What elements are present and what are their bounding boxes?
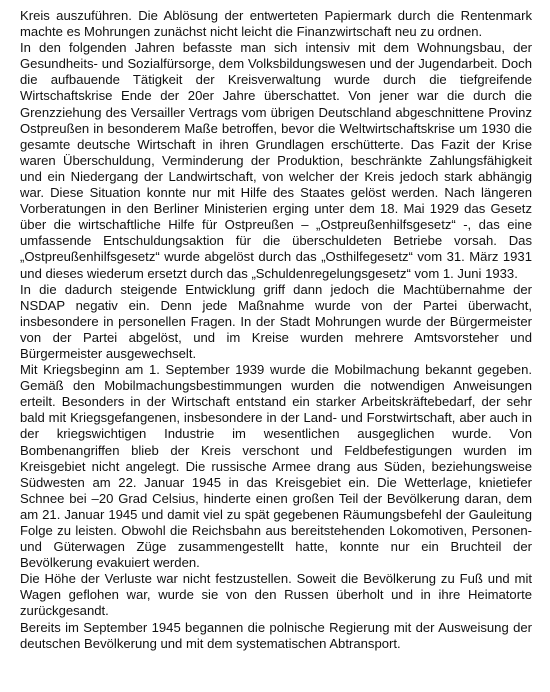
document-page — [20, 8, 532, 652]
paragraph-rentenmark: Kreis auszuführen. Die Ablösung der entwerteten Papiermark durch die Rentenmark machte es Mohrungen zunächst nicht leicht die Finanzwirtschaft neu zu ordnen. — [20, 8, 532, 40]
paragraph-ausweisung: Bereits im September 1945 begannen die polnische Regierung mit der Ausweisung der deutschen Bevölkerung und mit dem systematischen Abtransport. — [20, 619, 532, 651]
paragraph-kriegsbeginn: Mit Kriegsbeginn am 1. September 1939 wurde die Mobilmachung bekannt gegeben. Gemäß den Mobilmachungsbestimmungen wurden die notwendigen Anweisungen erteilt. Besonders in der Wirtschaft entstand ein starker Arbeitskräftebedarf, der sehr bald mit Kriegsgefangenen, insbesondere in der Land- und Forstwirtschaft, aber auch in der kriegswichtigen Industrie im wesentlichen ausgeglichen wurde. Von Bombenangriffen blieb der Kreis verschont und Feldbefestigungen wurden im Kreisgebiet nicht angelegt. Die russische Armee drang aus Süden, beziehungsweise Südwesten am 22. Januar 1945 in das Kreisgebiet ein. Die Wetterlage, knietiefer Schnee bei –20 Grad Celsius, hinderte einen großen Teil der Bevölkerung daran, dem am 21. Januar 1945 und damit viel zu spät gegebenen Räumungsbefehl der Gauleitung Folge zu leisten. Obwohl die Reichsbahn aus bereitstehenden Lokomotiven, Personen- und Güterwagen Züge zusammengestellt hatte, konnte nur ein Bruchteil der Bevölkerung evakuiert werden. — [20, 362, 532, 571]
paragraph-verluste: Die Höhe der Verluste war nicht festzustellen. Soweit die Bevölkerung zu Fuß und mit Wagen geflohen war, wurde sie von den Russen überholt und in ihre Heimatorte zurückgesandt. — [20, 571, 532, 619]
paragraph-nsdap: In die dadurch steigende Entwicklung griff dann jedoch die Machtübernahme der NSDAP negativ ein. Denn jede Maßnahme wurde von der Partei überwacht, insbesondere in personellen Fragen. In der Stadt Mohrungen wurde der Bürgermeister von der Partei abgelöst, und im Kreise wurden mehrere Amtsvorsteher und Bürgermeister ausgewechselt. — [20, 281, 532, 361]
paragraph-wirtschaftskrise: In den folgenden Jahren befasste man sich intensiv mit dem Wohnungsbau, der Gesundheits- und Sozialfürsorge, dem Volksbildungswesen und der Jugendarbeit. Doch die aufbauende Tätigkeit der Kreisverwaltung wurde durch die tiefgreifende Wirtschaftskrise Ende der 20er Jahre überschattet. Von jener war die durch die Grenzziehung des Versailler Vertrags vom übrigen Deutschland abgeschnittene Provinz Ostpreußen in besonderem Maße betroffen, bevor die Weltwirtschaftskrise um 1930 die gesamte deutsche Wirtschaft in ihren Grundlagen erschütterte. Das Fazit der Krise waren Überschuldung, Verminderung der Produktion, beschränkte Zahlungsfähigkeit und ein Niedergang der Landwirtschaft, von welcher der Kreis jedoch stark abhängig war. Diese Situation konnte nur mit Hilfe des Staates gelöst werden. Nach längeren Vorberatungen in den Berliner Ministerien erging unter dem 18. Mai 1929 das Gesetz über die wirtschaftliche Hilfe für Ostpreußen – „Ostpreußenhilfsgesetz“ -, das eine umfassende Entschuldungsaktion für die überschuldeten Betriebe vorsah. Das „Ostpreußenhilfsgesetz“ wurde abgelöst durch das „Osthilfegesetz“ vom 31. März 1931 und dieses wiederum ersetzt durch das „Schuldenregelungsgesetz“ vom 1. Juni 1933. — [20, 40, 532, 281]
